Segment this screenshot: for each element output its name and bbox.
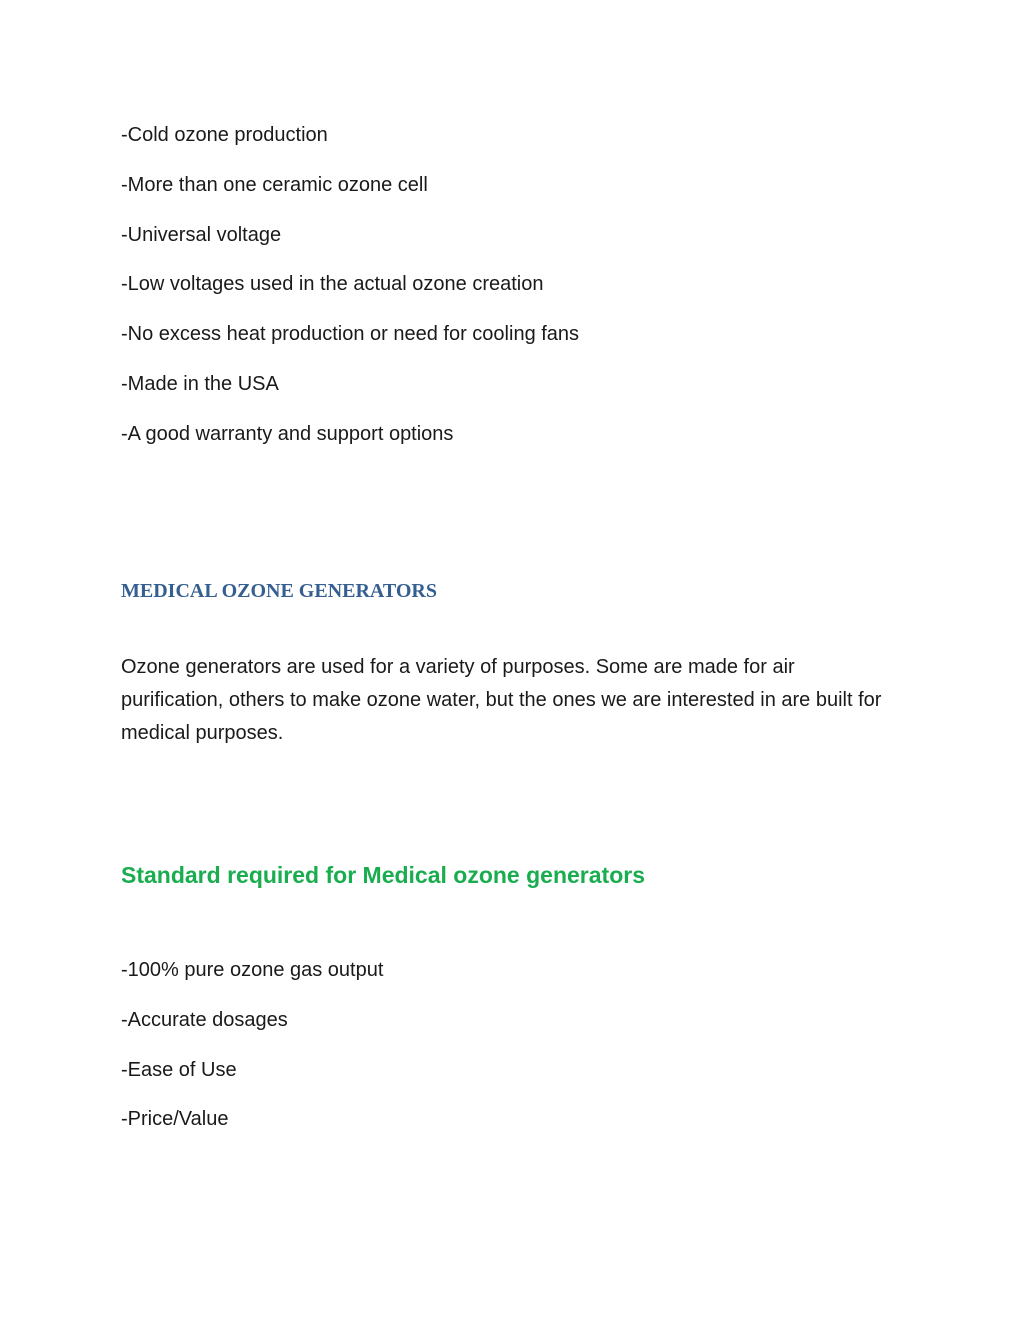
list-item: -100% pure ozone gas output bbox=[121, 959, 384, 981]
list-item: -Cold ozone production bbox=[121, 124, 328, 146]
list-item: -Universal voltage bbox=[121, 223, 282, 246]
section-heading-medical-ozone-generators: MEDICAL OZONE GENERATORS bbox=[121, 580, 437, 602]
section-heading-standard-required: Standard required for Medical ozone generators bbox=[121, 862, 645, 888]
feature-list bbox=[121, 123, 579, 472]
list-item: -Price/Value bbox=[121, 1108, 229, 1131]
body-paragraph: Ozone generators are used for a variety of purposes. Some are made for air purification, others to make ozone water, but the ones we are interested in are built for medical purposes. bbox=[121, 656, 882, 744]
list-item: -No excess heat production or need for cooling fans bbox=[121, 323, 580, 346]
list-item: -Made in the USA bbox=[121, 372, 279, 395]
list-item: -Low voltages used in the actual ozone creation bbox=[121, 273, 544, 296]
list-item: -Ease of Use bbox=[121, 1058, 237, 1081]
list-item: -Accurate dosages bbox=[121, 1008, 288, 1031]
standards-list bbox=[121, 958, 383, 1157]
list-item: -A good warranty and support options bbox=[121, 422, 454, 445]
list-item: -More than one ceramic ozone cell bbox=[121, 173, 428, 196]
